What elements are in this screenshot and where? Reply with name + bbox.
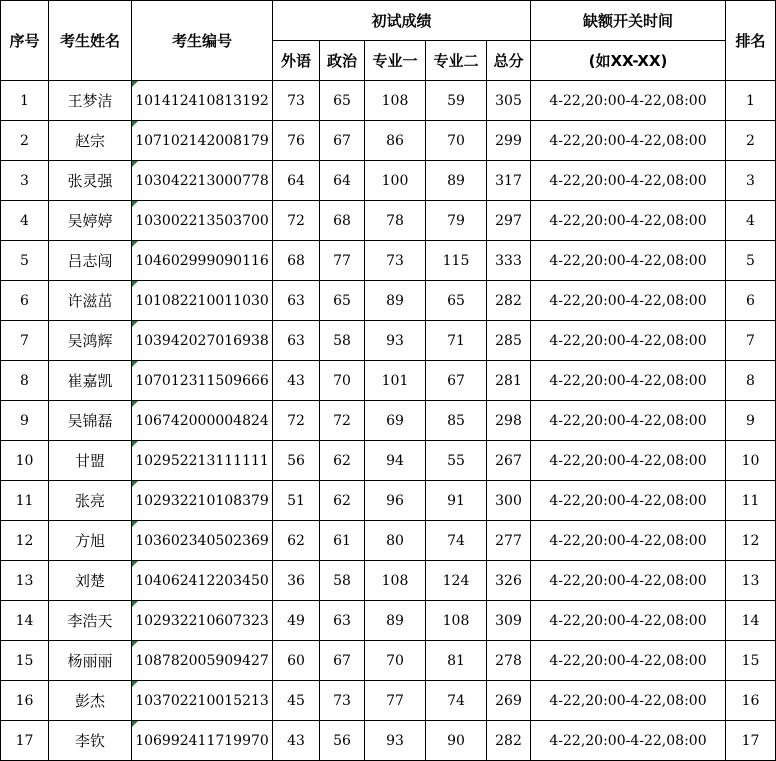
cell-name: 赵宗 — [49, 121, 132, 161]
table-row — [1, 121, 776, 161]
cell-exam-id: 102932210607323 — [132, 601, 273, 641]
header-absence-group: 缺额开关时间 — [531, 1, 726, 41]
cell-name: 吕志闯 — [49, 241, 132, 281]
cell-exam-id: 103602340502369 — [132, 521, 273, 561]
cell-foreign-language: 45 — [273, 681, 320, 721]
cell-major1: 89 — [365, 601, 426, 641]
cell-politics: 63 — [320, 601, 365, 641]
table-row — [1, 601, 776, 641]
cell-name: 许滋茁 — [49, 281, 132, 321]
cell-total: 285 — [487, 321, 531, 361]
cell-foreign-language: 76 — [273, 121, 320, 161]
cell-foreign-language: 73 — [273, 81, 320, 121]
cell-total: 282 — [487, 721, 531, 761]
cell-absence-time: 4-22,20:00-4-22,08:00 — [531, 241, 726, 281]
cell-name: 刘楚 — [49, 561, 132, 601]
cell-foreign-language: 56 — [273, 441, 320, 481]
cell-foreign-language: 60 — [273, 641, 320, 681]
cell-absence-time: 4-22,20:00-4-22,08:00 — [531, 681, 726, 721]
cell-major1: 77 — [365, 681, 426, 721]
header-politics: 政治 — [320, 41, 365, 81]
cell-seq: 12 — [1, 521, 49, 561]
cell-major2: 91 — [426, 481, 487, 521]
cell-seq: 5 — [1, 241, 49, 281]
cell-seq: 13 — [1, 561, 49, 601]
cell-seq: 6 — [1, 281, 49, 321]
cell-rank: 3 — [726, 161, 776, 201]
table-row — [1, 521, 776, 561]
cell-rank: 12 — [726, 521, 776, 561]
cell-total: 278 — [487, 641, 531, 681]
cell-politics: 65 — [320, 81, 365, 121]
cell-politics: 73 — [320, 681, 365, 721]
cell-rank: 13 — [726, 561, 776, 601]
cell-major2: 124 — [426, 561, 487, 601]
table-row — [1, 401, 776, 441]
cell-name: 杨丽丽 — [49, 641, 132, 681]
cell-rank: 17 — [726, 721, 776, 761]
cell-name: 吴婷婷 — [49, 201, 132, 241]
table-row — [1, 481, 776, 521]
cell-seq: 2 — [1, 121, 49, 161]
header-foreign-language: 外语 — [273, 41, 320, 81]
cell-exam-id: 102932210108379 — [132, 481, 273, 521]
cell-major2: 59 — [426, 81, 487, 121]
cell-rank: 11 — [726, 481, 776, 521]
header-scores-group: 初试成绩 — [273, 1, 531, 41]
cell-seq: 7 — [1, 321, 49, 361]
cell-major1: 78 — [365, 201, 426, 241]
header-absence-format: (如XX-XX) — [531, 41, 726, 81]
cell-major2: 74 — [426, 681, 487, 721]
cell-major2: 90 — [426, 721, 487, 761]
cell-major2: 67 — [426, 361, 487, 401]
cell-rank: 16 — [726, 681, 776, 721]
cell-exam-id: 103942027016938 — [132, 321, 273, 361]
cell-major2: 79 — [426, 201, 487, 241]
cell-seq: 8 — [1, 361, 49, 401]
cell-rank: 15 — [726, 641, 776, 681]
table-row — [1, 681, 776, 721]
table-row — [1, 561, 776, 601]
cell-total: 333 — [487, 241, 531, 281]
cell-exam-id: 106992411719970 — [132, 721, 273, 761]
cell-rank: 4 — [726, 201, 776, 241]
cell-politics: 56 — [320, 721, 365, 761]
cell-major2: 85 — [426, 401, 487, 441]
cell-total: 317 — [487, 161, 531, 201]
cell-major2: 108 — [426, 601, 487, 641]
cell-politics: 68 — [320, 201, 365, 241]
table-row — [1, 641, 776, 681]
header-major2: 专业二 — [426, 41, 487, 81]
cell-major1: 93 — [365, 321, 426, 361]
cell-exam-id: 103702210015213 — [132, 681, 273, 721]
cell-name: 张灵强 — [49, 161, 132, 201]
cell-rank: 10 — [726, 441, 776, 481]
cell-major2: 65 — [426, 281, 487, 321]
cell-major2: 81 — [426, 641, 487, 681]
cell-seq: 4 — [1, 201, 49, 241]
cell-absence-time: 4-22,20:00-4-22,08:00 — [531, 281, 726, 321]
cell-rank: 5 — [726, 241, 776, 281]
table-row — [1, 201, 776, 241]
cell-name: 张亮 — [49, 481, 132, 521]
cell-total: 267 — [487, 441, 531, 481]
cell-exam-id: 102952213111111 — [132, 441, 273, 481]
cell-absence-time: 4-22,20:00-4-22,08:00 — [531, 321, 726, 361]
table-row — [1, 161, 776, 201]
cell-absence-time: 4-22,20:00-4-22,08:00 — [531, 201, 726, 241]
cell-rank: 7 — [726, 321, 776, 361]
cell-name: 李浩天 — [49, 601, 132, 641]
cell-name: 王梦洁 — [49, 81, 132, 121]
cell-politics: 67 — [320, 121, 365, 161]
cell-rank: 2 — [726, 121, 776, 161]
cell-exam-id: 108782005909427 — [132, 641, 273, 681]
cell-major1: 108 — [365, 561, 426, 601]
cell-total: 300 — [487, 481, 531, 521]
table-row — [1, 241, 776, 281]
cell-major1: 96 — [365, 481, 426, 521]
cell-major1: 100 — [365, 161, 426, 201]
cell-seq: 10 — [1, 441, 49, 481]
cell-total: 305 — [487, 81, 531, 121]
cell-politics: 72 — [320, 401, 365, 441]
cell-absence-time: 4-22,20:00-4-22,08:00 — [531, 561, 726, 601]
cell-exam-id: 104602999090116 — [132, 241, 273, 281]
cell-name: 甘盟 — [49, 441, 132, 481]
cell-total: 298 — [487, 401, 531, 441]
cell-total: 326 — [487, 561, 531, 601]
cell-foreign-language: 72 — [273, 401, 320, 441]
cell-major1: 86 — [365, 121, 426, 161]
cell-exam-id: 103002213503700 — [132, 201, 273, 241]
cell-exam-id: 107012311509666 — [132, 361, 273, 401]
cell-exam-id: 101082210011030 — [132, 281, 273, 321]
cell-major1: 73 — [365, 241, 426, 281]
header-rank: 排名 — [726, 1, 776, 81]
cell-absence-time: 4-22,20:00-4-22,08:00 — [531, 81, 726, 121]
cell-major1: 89 — [365, 281, 426, 321]
cell-total: 309 — [487, 601, 531, 641]
cell-seq: 9 — [1, 401, 49, 441]
cell-rank: 14 — [726, 601, 776, 641]
cell-politics: 61 — [320, 521, 365, 561]
header-total: 总分 — [487, 41, 531, 81]
cell-foreign-language: 51 — [273, 481, 320, 521]
cell-politics: 62 — [320, 481, 365, 521]
cell-absence-time: 4-22,20:00-4-22,08:00 — [531, 721, 726, 761]
cell-total: 299 — [487, 121, 531, 161]
cell-foreign-language: 72 — [273, 201, 320, 241]
cell-foreign-language: 62 — [273, 521, 320, 561]
cell-seq: 17 — [1, 721, 49, 761]
cell-politics: 58 — [320, 321, 365, 361]
table-row — [1, 321, 776, 361]
header-seq: 序号 — [1, 1, 49, 81]
table-row — [1, 81, 776, 121]
cell-absence-time: 4-22,20:00-4-22,08:00 — [531, 481, 726, 521]
cell-rank: 6 — [726, 281, 776, 321]
cell-politics: 70 — [320, 361, 365, 401]
cell-absence-time: 4-22,20:00-4-22,08:00 — [531, 401, 726, 441]
cell-total: 269 — [487, 681, 531, 721]
cell-name: 吴鸿辉 — [49, 321, 132, 361]
cell-seq: 3 — [1, 161, 49, 201]
cell-exam-id: 103042213000778 — [132, 161, 273, 201]
cell-absence-time: 4-22,20:00-4-22,08:00 — [531, 441, 726, 481]
header-name: 考生姓名 — [49, 1, 132, 81]
cell-total: 281 — [487, 361, 531, 401]
cell-name: 方旭 — [49, 521, 132, 561]
cell-exam-id: 101412410813192 — [132, 81, 273, 121]
cell-major2: 115 — [426, 241, 487, 281]
table-row — [1, 721, 776, 761]
table-body — [1, 81, 776, 761]
cell-exam-id: 107102142008179 — [132, 121, 273, 161]
cell-foreign-language: 43 — [273, 361, 320, 401]
cell-foreign-language: 64 — [273, 161, 320, 201]
table-row — [1, 361, 776, 401]
cell-name: 彭杰 — [49, 681, 132, 721]
cell-politics: 58 — [320, 561, 365, 601]
table-row — [1, 281, 776, 321]
cell-politics: 77 — [320, 241, 365, 281]
cell-major2: 71 — [426, 321, 487, 361]
cell-major1: 93 — [365, 721, 426, 761]
cell-major2: 74 — [426, 521, 487, 561]
cell-major1: 70 — [365, 641, 426, 681]
cell-seq: 14 — [1, 601, 49, 641]
cell-seq: 11 — [1, 481, 49, 521]
cell-rank: 8 — [726, 361, 776, 401]
cell-total: 277 — [487, 521, 531, 561]
cell-name: 崔嘉凯 — [49, 361, 132, 401]
cell-politics: 62 — [320, 441, 365, 481]
cell-foreign-language: 49 — [273, 601, 320, 641]
cell-major2: 89 — [426, 161, 487, 201]
cell-rank: 9 — [726, 401, 776, 441]
cell-exam-id: 104062412203450 — [132, 561, 273, 601]
cell-exam-id: 106742000004824 — [132, 401, 273, 441]
cell-politics: 65 — [320, 281, 365, 321]
cell-foreign-language: 36 — [273, 561, 320, 601]
table-header — [1, 1, 776, 81]
cell-total: 297 — [487, 201, 531, 241]
cell-name: 吴锦磊 — [49, 401, 132, 441]
cell-absence-time: 4-22,20:00-4-22,08:00 — [531, 641, 726, 681]
table-row — [1, 441, 776, 481]
cell-major1: 69 — [365, 401, 426, 441]
cell-foreign-language: 68 — [273, 241, 320, 281]
cell-major1: 80 — [365, 521, 426, 561]
cell-total: 282 — [487, 281, 531, 321]
cell-name: 李钦 — [49, 721, 132, 761]
cell-absence-time: 4-22,20:00-4-22,08:00 — [531, 161, 726, 201]
cell-seq: 1 — [1, 81, 49, 121]
cell-major2: 55 — [426, 441, 487, 481]
cell-seq: 16 — [1, 681, 49, 721]
cell-absence-time: 4-22,20:00-4-22,08:00 — [531, 601, 726, 641]
cell-foreign-language: 63 — [273, 281, 320, 321]
cell-major2: 70 — [426, 121, 487, 161]
cell-absence-time: 4-22,20:00-4-22,08:00 — [531, 121, 726, 161]
cell-rank: 1 — [726, 81, 776, 121]
header-exam-id: 考生编号 — [132, 1, 273, 81]
cell-major1: 108 — [365, 81, 426, 121]
cell-absence-time: 4-22,20:00-4-22,08:00 — [531, 361, 726, 401]
cell-absence-time: 4-22,20:00-4-22,08:00 — [531, 521, 726, 561]
cell-politics: 67 — [320, 641, 365, 681]
header-major1: 专业一 — [365, 41, 426, 81]
cell-foreign-language: 43 — [273, 721, 320, 761]
cell-foreign-language: 63 — [273, 321, 320, 361]
cell-politics: 64 — [320, 161, 365, 201]
cell-seq: 15 — [1, 641, 49, 681]
cell-major1: 101 — [365, 361, 426, 401]
cell-major1: 94 — [365, 441, 426, 481]
